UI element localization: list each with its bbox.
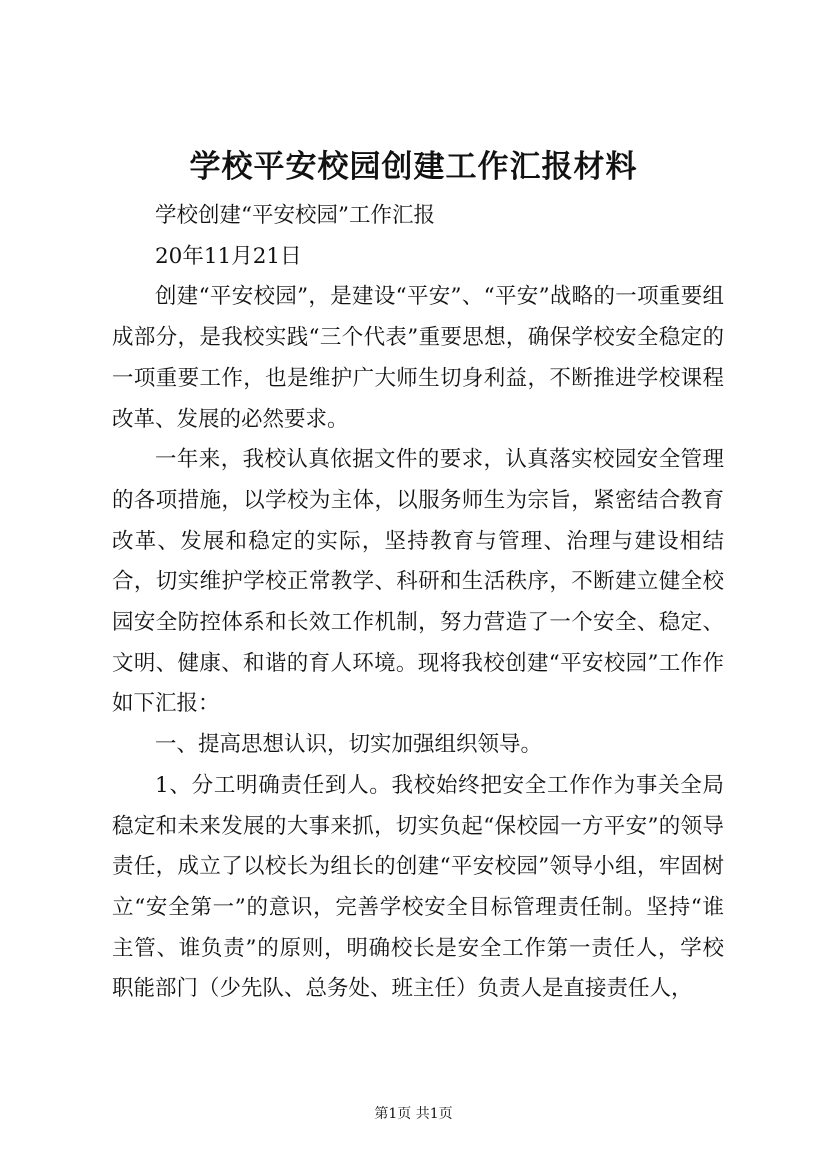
document-title: 学校平安校园创建工作汇报材料 bbox=[189, 149, 638, 185]
page-footer: 第1页 共1页 bbox=[374, 1106, 453, 1122]
paragraph-intro: 创建“平安校园”，是建设“平安”、“平安”战略的一项重要组成部分，是我校实践“三个代表”重要思想，确保学校安全稳定的一项重要工作，也是维护广大师生切身利益，不断推进学校课程改革、发展的必然要求。 bbox=[112, 284, 724, 432]
paragraph-overview: 一年来，我校认真依据文件的要求，认真落实校园安全管理的各项措施，以学校为主体，以服务师生为宗旨，紧密结合教育改革、发展和稳定的实际，坚持教育与管理、治理与建设相结合，切实维护学校正常教学、科研和生活秩序，不断建立健全校园安全防控体系和长效工作机制，努力营造了一个安全、稳定、文明、健康、和谐的育人环境。现将我校创建“平安校园”工作作如下汇报： bbox=[112, 447, 724, 717]
report-subtitle: 学校创建“平安校园”工作汇报 bbox=[155, 203, 435, 228]
paragraph-responsibility: 1、分工明确责任到人。我校始终把安全工作作为事关全局稳定和未来发展的大事来抓，切实负起“保校园一方平安”的领导责任，成立了以校长为组长的创建“平安校园”领导小组，牢固树立“安全第一”的意识，完善学校安全目标管理责任制。坚持“谁主管、谁负责”的原则，明确校长是安全工作第一责任人，学校职能部门（少先队、总务处、班主任）负责人是直接责任人， bbox=[112, 772, 724, 1002]
report-date: 20年11月21日 bbox=[155, 243, 302, 269]
document-body bbox=[112, 196, 724, 1010]
section-heading-1: 一、提高思想认识，切实加强组织领导。 bbox=[155, 732, 543, 758]
